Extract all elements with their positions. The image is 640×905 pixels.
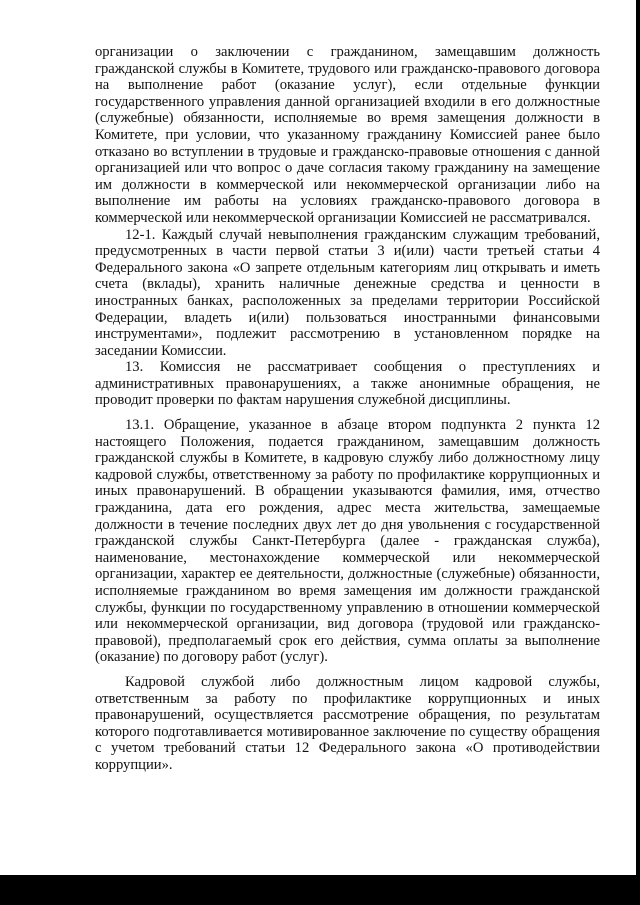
scan-edge-right <box>636 0 640 905</box>
paragraph-13: 13. Комиссия не рассматривает сообщения о преступлениях и административных правонарушениях, а также анонимные обращения, не проводит проверки по фактам нарушения служебной дисциплины. <box>95 359 600 409</box>
document-body <box>95 44 600 774</box>
paragraph-13-1: 13.1. Обращение, указанное в абзаце втором подпункта 2 пункта 12 настоящего Положения, подается гражданином, замещавшим должность гражданской службы в Комитете, в кадровую службу либо должностному лицу кадровой службы, ответственному за работу по профилактике коррупционных и иных правонарушений. В обращении указываются фамилия, имя, отчество гражданина, дата его рождения, адрес места жительства, замещаемые должности в течение последних двух лет до дня увольнения с государственной гражданской службы Санкт-Петербурга (далее - гражданская служба), наименование, местонахождение коммерческой или некоммерческой организации, характер ее деятельности, должностные (служебные) обязанности, исполняемые гражданином во время замещения им должности гражданской службы, функции по государственному управлению в отношении коммерческой или некоммерческой организации, вид договора (трудовой или гражданско-правовой), предполагаемый срок его действия, сумма оплаты за выполнение (оказание) по договору работ (услуг). <box>95 417 600 666</box>
scan-edge-bottom <box>0 875 640 905</box>
paragraph-continuation: организации о заключении с гражданином, замещавшим должность гражданской службы в Комитете, трудового или гражданско-правового договора на выполнение работ (оказание услуг), если отдельные функции государственного управления данной организацией входили в его должностные (служебные) обязанности, исполняемые во время замещения должности в Комитете, при условии, что указанному гражданину Комиссией ранее было отказано во вступлении в трудовые и гражданско-правовые отношения с данной организацией или что вопрос о даче согласия такому гражданину на замещение им должности в коммерческой или некоммерческой организации либо на выполнение им работы на условиях гражданско-правового договора в коммерческой или некоммерческой организации Комиссией не рассматривался. <box>95 44 600 226</box>
paragraph-personnel-service: Кадровой службой либо должностным лицом кадровой службы, ответственным за работу по профилактике коррупционных и иных правонарушений, осуществляется рассмотрение обращения, по результатам которого подготавливается мотивированное заключение по существу обращения с учетом требований статьи 12 Федерального закона «О противодействии коррупции». <box>95 673 600 773</box>
paragraph-12-1: 12-1. Каждый случай невыполнения гражданским служащим требований, предусмотренных в части первой статьи 3 и(или) части третьей статьи 4 Федерального закона «О запрете отдельным категориям лиц открывать и иметь счета (вклады), хранить наличные денежные средства и ценности в иностранных банках, расположенных за пределами территории Российской Федерации, владеть и(или) пользоваться иностранными финансовыми инструментами», подлежит рассмотрению в установленном порядке на заседании Комиссии. <box>95 226 600 359</box>
